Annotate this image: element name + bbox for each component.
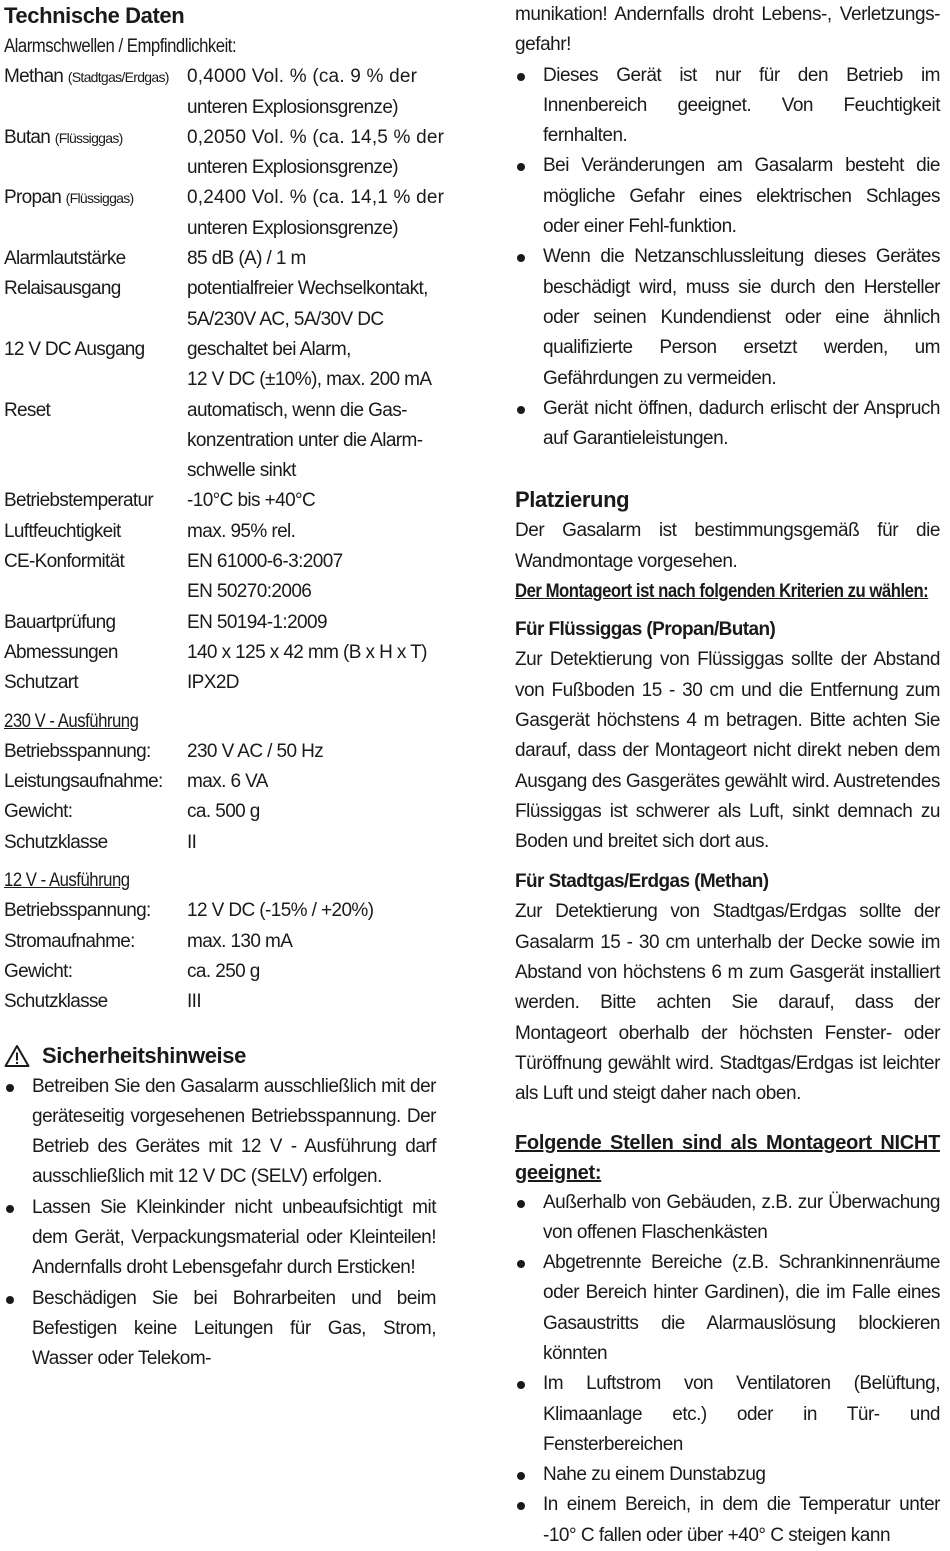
list-item [515, 394, 940, 455]
safety-list-continued [515, 61, 940, 455]
spec-row [4, 638, 436, 668]
alarm-threshold-heading: Alarmschwellen / Empfindlichkeit: [4, 32, 384, 62]
spec-value [187, 486, 432, 516]
spec-label: Relaisausgang [4, 274, 187, 304]
bullet-dot [517, 1472, 525, 1480]
gas-name: Propan [4, 187, 61, 208]
spec-value [187, 547, 432, 608]
gas-value-line: unteren Explosionsgrenze) [187, 153, 432, 183]
spec-value-line: 140 x 125 x 42 mm (B x H x T) [187, 638, 432, 668]
variant-value-line: ca. 250 g [187, 957, 432, 987]
list-item-text: Beschädigen Sie bei Bohrarbeiten und beim Befestigen keine Leitungen für Gas, Strom, Wasser oder Telekom- [32, 1288, 436, 1370]
spec-value-line: -10°C bis +40°C [187, 486, 432, 516]
safety-continuation: munikation! Andernfalls droht Lebens-, Verletzungs-gefahr! [515, 0, 940, 61]
safety-heading-row [4, 1040, 436, 1072]
variant-row [4, 957, 436, 987]
spec-row [4, 668, 436, 698]
variant-12v-heading: 12 V - Ausführung [4, 866, 384, 896]
spec-value [187, 244, 432, 274]
spec-value-line: EN 50270:2006 [187, 577, 432, 607]
gas-value-line: unteren Explosionsgrenze) [187, 214, 432, 244]
variant-value-line: III [187, 987, 432, 1017]
gas-value [187, 123, 432, 184]
variant-label: Betriebsspannung: [4, 737, 187, 767]
variant-value-line: II [187, 828, 432, 858]
spec-value-line: geschaltet bei Alarm, [187, 335, 432, 365]
spec-value-line: 5A/230V AC, 5A/30V DC [187, 305, 432, 335]
list-item [515, 61, 940, 152]
list-item-text: Im Luftstrom von Ventilatoren (Belüftung, Klimaanlage etc.) oder in Tür- und Fensterbereichen [543, 1373, 940, 1455]
natural-gas-text: Zur Detektierung von Stadtgas/Erdgas sollte der Gasalarm 15 - 30 cm unterhalb der Decke sowie im Abstand von höchstens 6 m zum Gasgerät installiert werden. Bitte achten Sie darauf, dass der Montageort oberhalb der höchsten Fenster- oder Türöffnung gewählt wird. Stadtgas/Erdgas ist leichter als Luft und steigt daher nach oben. [515, 897, 940, 1109]
variant-value-line: max. 130 mA [187, 927, 432, 957]
variant-value [187, 896, 432, 926]
variant-12v-specs [4, 896, 436, 1017]
spec-label: Reset [4, 396, 187, 426]
variant-value-line: 230 V AC / 50 Hz [187, 737, 432, 767]
spec-label: Betriebstemperatur [4, 486, 187, 516]
spec-value-line: konzentration unter die Alarm- [187, 426, 432, 456]
spec-label: Schutzart [4, 668, 187, 698]
bullet-dot [517, 406, 525, 414]
right-column [515, 0, 940, 1551]
list-item-text: Bei Veränderungen am Gasalarm besteht die mögliche Gefahr eines elektrischen Schlages oder einer Fehl-funktion. [543, 155, 940, 237]
spec-value-line: max. 95% rel. [187, 517, 432, 547]
list-item [515, 151, 940, 242]
list-item-text: In einem Bereich, in dem die Temperatur unter -10° C fallen oder über +40° C steigen kann [543, 1494, 940, 1545]
gas-row [4, 62, 436, 123]
gas-name: Methan [4, 66, 63, 87]
bullet-dot [517, 1381, 525, 1389]
natural-gas-heading: Für Stadtgas/Erdgas (Methan) [515, 867, 940, 897]
variant-230v-heading: 230 V - Ausführung [4, 707, 384, 737]
spec-value-line: potentialfreier Wechselkontakt, [187, 274, 432, 304]
variant-row [4, 767, 436, 797]
variant-row [4, 828, 436, 858]
spec-row [4, 608, 436, 638]
spec-value-line: IPX2D [187, 668, 432, 698]
bullet-dot [6, 1205, 14, 1213]
section-title-safety: Sicherheitshinweise [42, 1040, 246, 1072]
list-item-text: Dieses Gerät ist nur für den Betrieb im Innenbereich geeignet. Von Feuchtigkeit fernhalten. [543, 65, 940, 147]
variant-row [4, 896, 436, 926]
spec-value [187, 668, 432, 698]
spec-label: Alarmlautstärke [4, 244, 187, 274]
spec-value-line: 85 dB (A) / 1 m [187, 244, 432, 274]
lpg-text: Zur Detektierung von Flüssiggas sollte der Abstand von Fußboden 15 - 30 cm und die Entfernung zum Gasgerät höchstens 4 m betragen. Bitte achten Sie darauf, dass der Montageort nicht direkt neben dem Ausgang des Gasgerätes gewählt wird. Austretendes Flüssiggas ist schwerer als Luft, sinkt demnach zu Boden und breitet sich dort aus. [515, 645, 940, 857]
variant-label: Stromaufnahme: [4, 927, 187, 957]
spec-value-line: automatisch, wenn die Gas- [187, 396, 432, 426]
spec-value [187, 396, 432, 487]
spec-value [187, 335, 432, 396]
gas-label [4, 183, 187, 213]
list-item [515, 1188, 940, 1249]
gas-name: Butan [4, 127, 50, 148]
list-item [515, 242, 940, 393]
unsuitable-locations-heading: Folgende Stellen sind als Montageort NICHT geeignet: [515, 1128, 940, 1188]
variant-label: Leistungsaufnahme: [4, 767, 187, 797]
bullet-dot [517, 1260, 525, 1268]
list-item [515, 1369, 940, 1460]
gas-value-line: 0,2400 Vol. % (ca. 14,1 % der [187, 183, 432, 213]
bullet-dot [517, 254, 525, 262]
spec-row [4, 335, 436, 396]
variant-row [4, 737, 436, 767]
variant-label: Betriebsspannung: [4, 896, 187, 926]
spec-row [4, 486, 436, 516]
list-item-text: Wenn die Netzanschlussleitung dieses Gerätes beschädigt wird, muss sie durch den Hersteller oder seinen Kundendienst oder eine ähnlich qualifizierte Person ersetzt werden, um Gefährdungen zu vermeiden. [543, 246, 940, 388]
variant-value-line: max. 6 VA [187, 767, 432, 797]
gas-threshold-list [4, 62, 436, 244]
gas-value-line: unteren Explosionsgrenze) [187, 93, 432, 123]
spec-list [4, 244, 436, 698]
variant-230v-specs [4, 737, 436, 858]
spec-row [4, 547, 436, 608]
spec-value [187, 274, 432, 335]
spec-value [187, 638, 432, 668]
gas-value [187, 183, 432, 244]
list-item [4, 1284, 436, 1375]
spec-row [4, 274, 436, 335]
bullet-dot [517, 1502, 525, 1510]
gas-note: (Stadtgas/Erdgas) [68, 69, 169, 85]
gas-row [4, 183, 436, 244]
left-column [4, 0, 436, 1374]
gas-label [4, 62, 187, 92]
spec-label: 12 V DC Ausgang [4, 335, 187, 365]
variant-label: Gewicht: [4, 797, 187, 827]
gas-row [4, 123, 436, 184]
variant-value [187, 767, 432, 797]
spec-value [187, 517, 432, 547]
gas-value-line: 0,4000 Vol. % (ca. 9 % der [187, 62, 432, 92]
variant-value [187, 927, 432, 957]
section-title-placement: Platzierung [515, 484, 940, 516]
variant-row [4, 927, 436, 957]
unsuitable-locations-list [515, 1188, 940, 1551]
spec-value-line: EN 50194-1:2009 [187, 608, 432, 638]
list-item-text: Lassen Sie Kleinkinder nicht unbeaufsichtigt mit dem Gerät, Verpackungsmaterial oder Kleinteilen! Andernfalls droht Lebensgefahr durch Ersticken! [32, 1197, 436, 1279]
spec-row [4, 396, 436, 487]
list-item-text: Betreiben Sie den Gasalarm ausschließlich mit der geräteseitig vorgesehenen Betriebsspannung. Der Betrieb des Gerätes mit 12 V - Ausführung darf ausschließlich mit 12 V DC (SELV) erfolgen. [32, 1076, 436, 1188]
spec-value [187, 608, 432, 638]
variant-value-line: 12 V DC (-15% / +20%) [187, 896, 432, 926]
list-item [4, 1072, 436, 1193]
variant-label: Gewicht: [4, 957, 187, 987]
bullet-dot [517, 1200, 525, 1208]
bullet-dot [517, 163, 525, 171]
spec-label: Luftfeuchtigkeit [4, 517, 187, 547]
list-item [515, 1460, 940, 1490]
spec-label: CE-Konformität [4, 547, 187, 577]
warning-triangle-icon [4, 1044, 30, 1068]
variant-value [187, 737, 432, 767]
spec-label: Bauartprüfung [4, 608, 187, 638]
variant-label: Schutzklasse [4, 987, 187, 1017]
gas-note: (Flüssiggas) [55, 130, 123, 146]
lpg-heading: Für Flüssiggas (Propan/Butan) [515, 615, 940, 645]
gas-label [4, 123, 187, 153]
safety-list [4, 1072, 436, 1375]
list-item [4, 1193, 436, 1284]
section-title-technical-data: Technische Daten [4, 0, 436, 32]
gas-value-line: 0,2050 Vol. % (ca. 14,5 % der [187, 123, 432, 153]
variant-row [4, 987, 436, 1017]
bullet-dot [6, 1084, 14, 1092]
spec-value-line: EN 61000-6-3:2007 [187, 547, 432, 577]
spec-value-line: 12 V DC (±10%), max. 200 mA [187, 365, 432, 395]
placement-intro: Der Gasalarm ist bestimmungsgemäß für die Wandmontage vorgesehen. [515, 516, 940, 577]
bullet-dot [517, 73, 525, 81]
spec-label: Abmessungen [4, 638, 187, 668]
gas-note: (Flüssiggas) [66, 190, 134, 206]
variant-label: Schutzklasse [4, 828, 187, 858]
spec-row [4, 517, 436, 547]
spec-row [4, 244, 436, 274]
placement-criteria-heading: Der Montageort ist nach folgenden Kriterien zu wählen: [515, 577, 889, 607]
list-item-text: Außerhalb von Gebäuden, z.B. zur Überwachung von offenen Flaschenkästen [543, 1192, 940, 1243]
variant-value-line: ca. 500 g [187, 797, 432, 827]
variant-value [187, 987, 432, 1017]
spec-value-line: schwelle sinkt [187, 456, 432, 486]
bullet-dot [6, 1296, 14, 1304]
gas-value [187, 62, 432, 123]
list-item-text: Abgetrennte Bereiche (z.B. Schrankinnenräume oder Bereich hinter Gardinen), die im Falle eines Gasaustritts die Alarmauslösung blockieren könnten [543, 1252, 940, 1364]
variant-row [4, 797, 436, 827]
variant-value [187, 957, 432, 987]
variant-value [187, 828, 432, 858]
list-item [515, 1490, 940, 1551]
list-item-text: Gerät nicht öffnen, dadurch erlischt der Anspruch auf Garantieleistungen. [543, 398, 940, 449]
variant-value [187, 797, 432, 827]
list-item-text: Nahe zu einem Dunstabzug [543, 1464, 765, 1485]
list-item [515, 1248, 940, 1369]
